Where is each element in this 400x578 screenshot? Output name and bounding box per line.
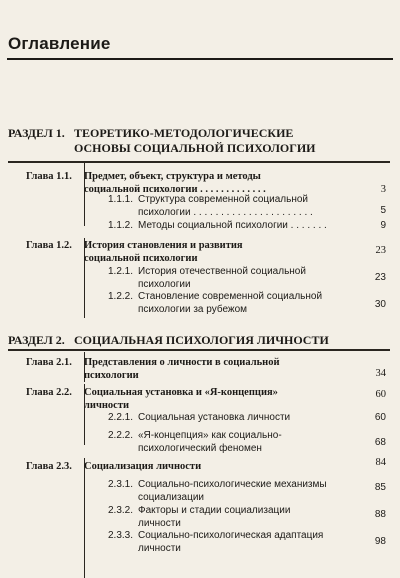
chapter-title-line2: социальной психологии . . . . . . . . . . . . . xyxy=(84,184,266,195)
page-number: 85 xyxy=(374,482,386,493)
section-title-line1: Становление современной социальной xyxy=(138,291,323,302)
part-rule xyxy=(8,161,390,163)
chapter-label: Глава 1.2. xyxy=(26,240,72,251)
section-title-line1: Факторы и стадии социализации xyxy=(138,505,291,516)
page-number: 30 xyxy=(374,299,386,310)
section-title-line1: Структура современной социальной xyxy=(138,194,308,205)
chapter-title-line1: Представления о личности в социальной xyxy=(84,357,280,368)
page-number: 88 xyxy=(374,509,386,520)
section-title-line1: Методы социальной психологии . . . . . . . xyxy=(138,220,327,231)
page-number: 84 xyxy=(375,457,386,468)
page-number: 9 xyxy=(380,220,386,231)
chapter-title-line1: Социализация личности xyxy=(84,461,202,472)
page-number: 60 xyxy=(375,389,386,400)
section-label: 1.2.1. xyxy=(108,266,134,277)
section-title-line2: психологический феномен xyxy=(138,443,262,454)
section-title-line2: личности xyxy=(138,543,181,554)
chapter-bar-2-3 xyxy=(84,458,85,578)
section-label: 2.3.2. xyxy=(108,505,134,516)
section-title-line2: социализации xyxy=(138,492,205,503)
section-title-line1: Социально-психологическая адаптация xyxy=(138,530,324,541)
section-label: 2.3.1. xyxy=(108,479,134,490)
page-number: 5 xyxy=(380,205,386,216)
part-number: РАЗДЕЛ 2. xyxy=(8,333,65,347)
page-number: 68 xyxy=(374,437,386,448)
section-label: 1.2.2. xyxy=(108,291,134,302)
section-label: 2.2.2. xyxy=(108,430,134,441)
page-number: 60 xyxy=(374,412,386,423)
page-title: Оглавление xyxy=(8,34,111,53)
section-title-line2: психологии за рубежом xyxy=(138,304,248,315)
chapter-label: Глава 1.1. xyxy=(26,171,72,182)
section-label: 1.1.1. xyxy=(108,194,134,205)
section-title-line1: «Я-концепция» как социально- xyxy=(138,430,282,441)
chapter-title-line1: Социальная установка и «Я-концепция» xyxy=(84,387,278,398)
part-heading-2[interactable] xyxy=(8,333,329,348)
chapter-label: Глава 2.3. xyxy=(26,461,72,472)
section-label: 1.1.2. xyxy=(108,220,134,231)
part-rule xyxy=(8,349,390,351)
chapter-title-line1: История становления и развития xyxy=(84,240,243,251)
part-title-line1: СОЦИАЛЬНАЯ ПСИХОЛОГИЯ ЛИЧНОСТИ xyxy=(74,333,329,347)
chapter-label: Глава 2.1. xyxy=(26,357,72,368)
page-number: 23 xyxy=(374,272,386,283)
section-title-line1: История отечественной социальной xyxy=(138,266,306,277)
section-title-line1: Социально-психологические механизмы xyxy=(138,479,327,490)
chapter-title-line1: Предмет, объект, структура и методы xyxy=(84,171,261,182)
chapter-title-line2: социальной психологии xyxy=(84,253,198,264)
section-label: 2.2.1. xyxy=(108,412,134,423)
part-title-line1: ТЕОРЕТИКО-МЕТОДОЛОГИЧЕСКИЕ xyxy=(74,126,294,140)
page-number: 34 xyxy=(375,368,386,379)
section-title-line1: Социальная установка личности xyxy=(138,412,291,423)
chapter-title-line2: личности xyxy=(84,400,130,411)
section-title-line2: личности xyxy=(138,518,181,529)
page-number: 23 xyxy=(375,245,386,256)
page-number: 3 xyxy=(380,184,386,195)
part-title-line2: ОСНОВЫ СОЦИАЛЬНОЙ ПСИХОЛОГИИ xyxy=(74,141,316,155)
chapter-title-line2: психологии xyxy=(84,370,139,381)
section-title-line2: психологии . . . . . . . . . . . . . . . . . . . . . . xyxy=(138,207,313,218)
page-number: 98 xyxy=(374,536,386,547)
section-title-line2: психологии xyxy=(138,279,191,290)
section-label: 2.3.3. xyxy=(108,530,134,541)
title-rule xyxy=(7,58,393,60)
chapter-label: Глава 2.2. xyxy=(26,387,72,398)
part-heading-1[interactable] xyxy=(8,126,316,156)
part-number: РАЗДЕЛ 1. xyxy=(8,126,65,140)
